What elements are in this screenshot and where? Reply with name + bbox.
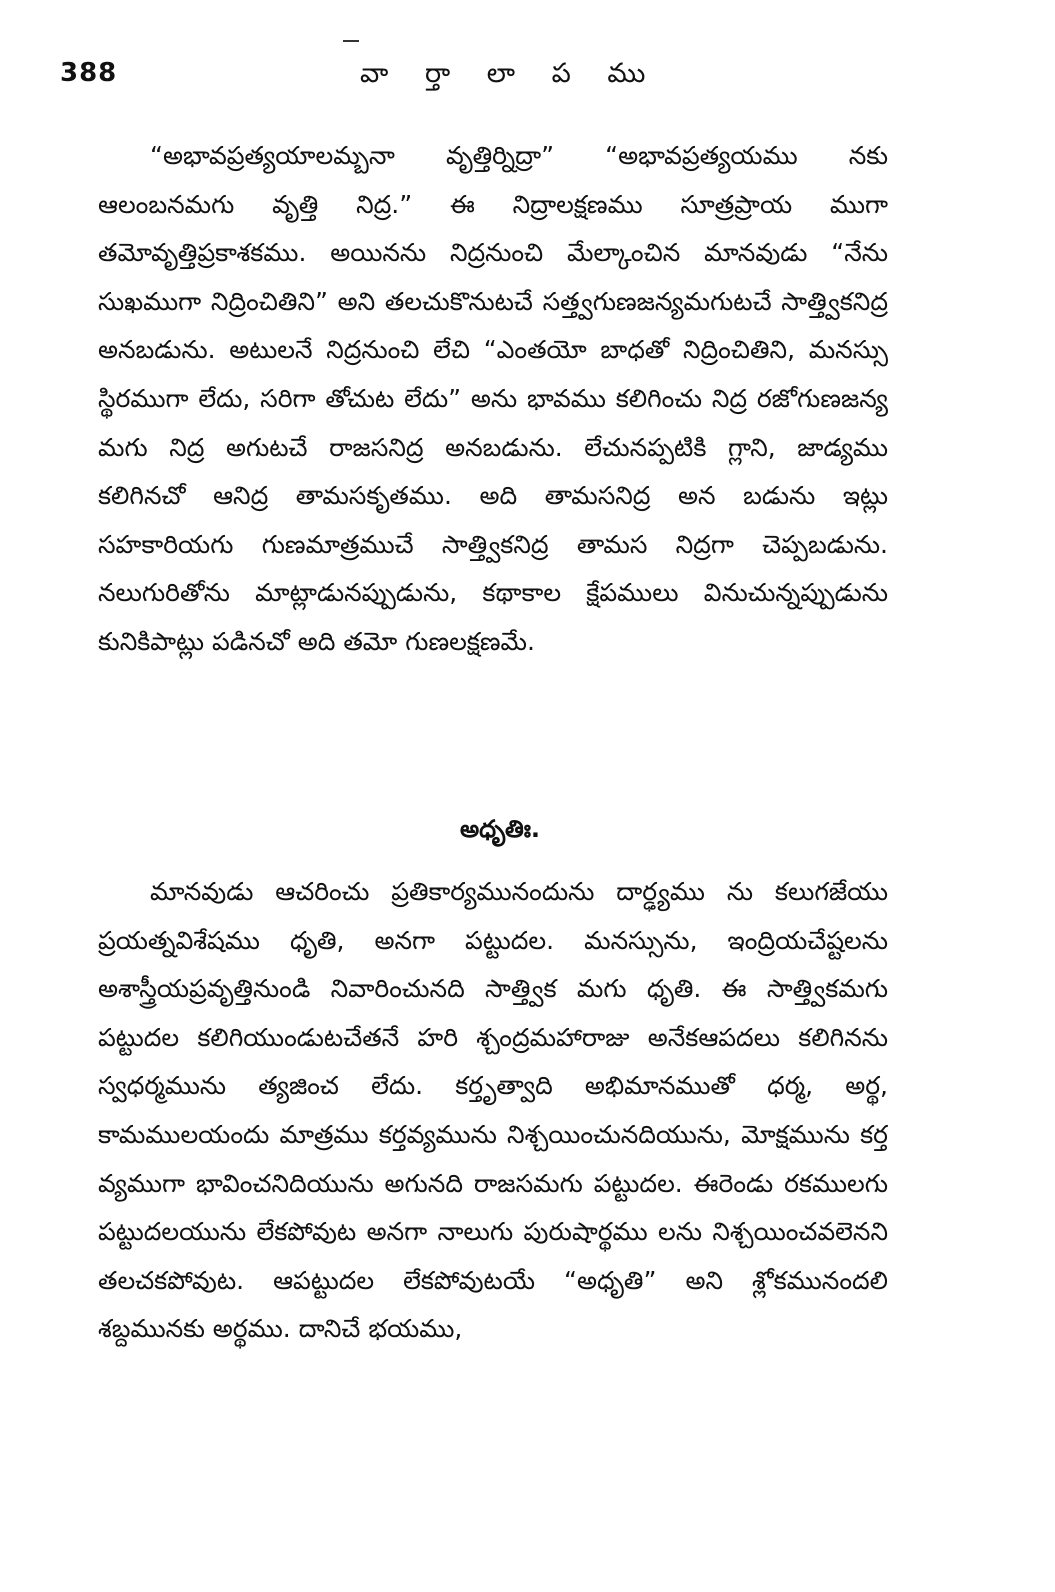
running-title: వా ర్తా లా ప ము bbox=[360, 58, 660, 89]
page-header bbox=[60, 58, 930, 98]
page-number: 388 bbox=[60, 58, 118, 88]
section-heading: అధృతిః. bbox=[459, 815, 541, 843]
paragraph-nidra: “అభావప్రత్యయాలమ్బనా వృత్తిర్నిద్రా” “అభావప్రత్యయము నకు ఆలంబనమగు వృత్తి నిద్ర.” ఈ నిద్రాలక్షణము సూత్రప్రాయ ముగా తమోవృత్తిప్రకాశకము. అయినను నిద్రనుంచి మేల్కాంచిన మానవుడు “నేను సుఖముగా నిద్రించితిని” అని తలచుకొనుటచే సత్త్వగుణజన్యమగుటచే సాత్త్వికనిద్ర అనబడును. అటులనే నిద్రనుంచి లేచి “ఎంతయో బాధతో నిద్రించితిని, మనస్సు స్థిరముగా లేదు, సరిగా తోచుట లేదు” అను భావము కలిగించు నిద్ర రజోగుణజన్య మగు నిద్ర అగుటచే రాజసనిద్ర అనబడును. లేచునప్పటికి గ్లాని, జాడ్యము కలిగినచో ఆనిద్ర తామసకృతము. అది తామసనిద్ర అన బడును ఇట్లు సహకారియగు గుణమాత్రముచే సాత్త్వికనిద్ర తామస నిద్రగా చెప్పబడును. నలుగురితోను మాట్లాడునప్పుడును, కథాకాల క్షేపములు వినుచున్నప్పుడును కునికిపాట్లు పడినచో అది తమో గుణలక్షణమే. bbox=[98, 141, 888, 656]
top-dash-mark bbox=[343, 40, 359, 42]
paragraph-adhruti: మానవుడు ఆచరించు ప్రతికార్యమునందును దార్ఢ్యము ను కలుగజేయు ప్రయత్నవిశేషము ధృతి, అనగా పట్టుదల. మనస్సును, ఇంద్రియచేష్టలను అశాస్త్రీయప్రవృత్తినుండి నివారించునది సాత్త్విక మగు ధృతి. ఈ సాత్త్వికమగు పట్టుదల కలిగియుండుటచేతనే హరి శ్చంద్రమహారాజు అనేకఆపదలు కలిగినను స్వధర్మమును త్యజించ లేదు. కర్తృత్వాది అభిమానముతో ధర్మ, అర్థ, కామములయందు మాత్రము కర్తవ్యమును నిశ్చయించునదియును, మోక్షమును కర్త వ్యముగా భావించనిదియును అగునది రాజసమగు పట్టుదల. ఈరెండు రకములగు పట్టుదలయును లేకపోవుట అనగా నాలుగు పురుషార్థము లను నిశ్చయించవలెనని తలచకపోవుట. ఆపట్టుదల లేకపోవుటయే “అధృతి” అని శ్లోకమునందలి శబ్దమునకు అర్థము. దానిచే భయము, bbox=[98, 877, 888, 1344]
